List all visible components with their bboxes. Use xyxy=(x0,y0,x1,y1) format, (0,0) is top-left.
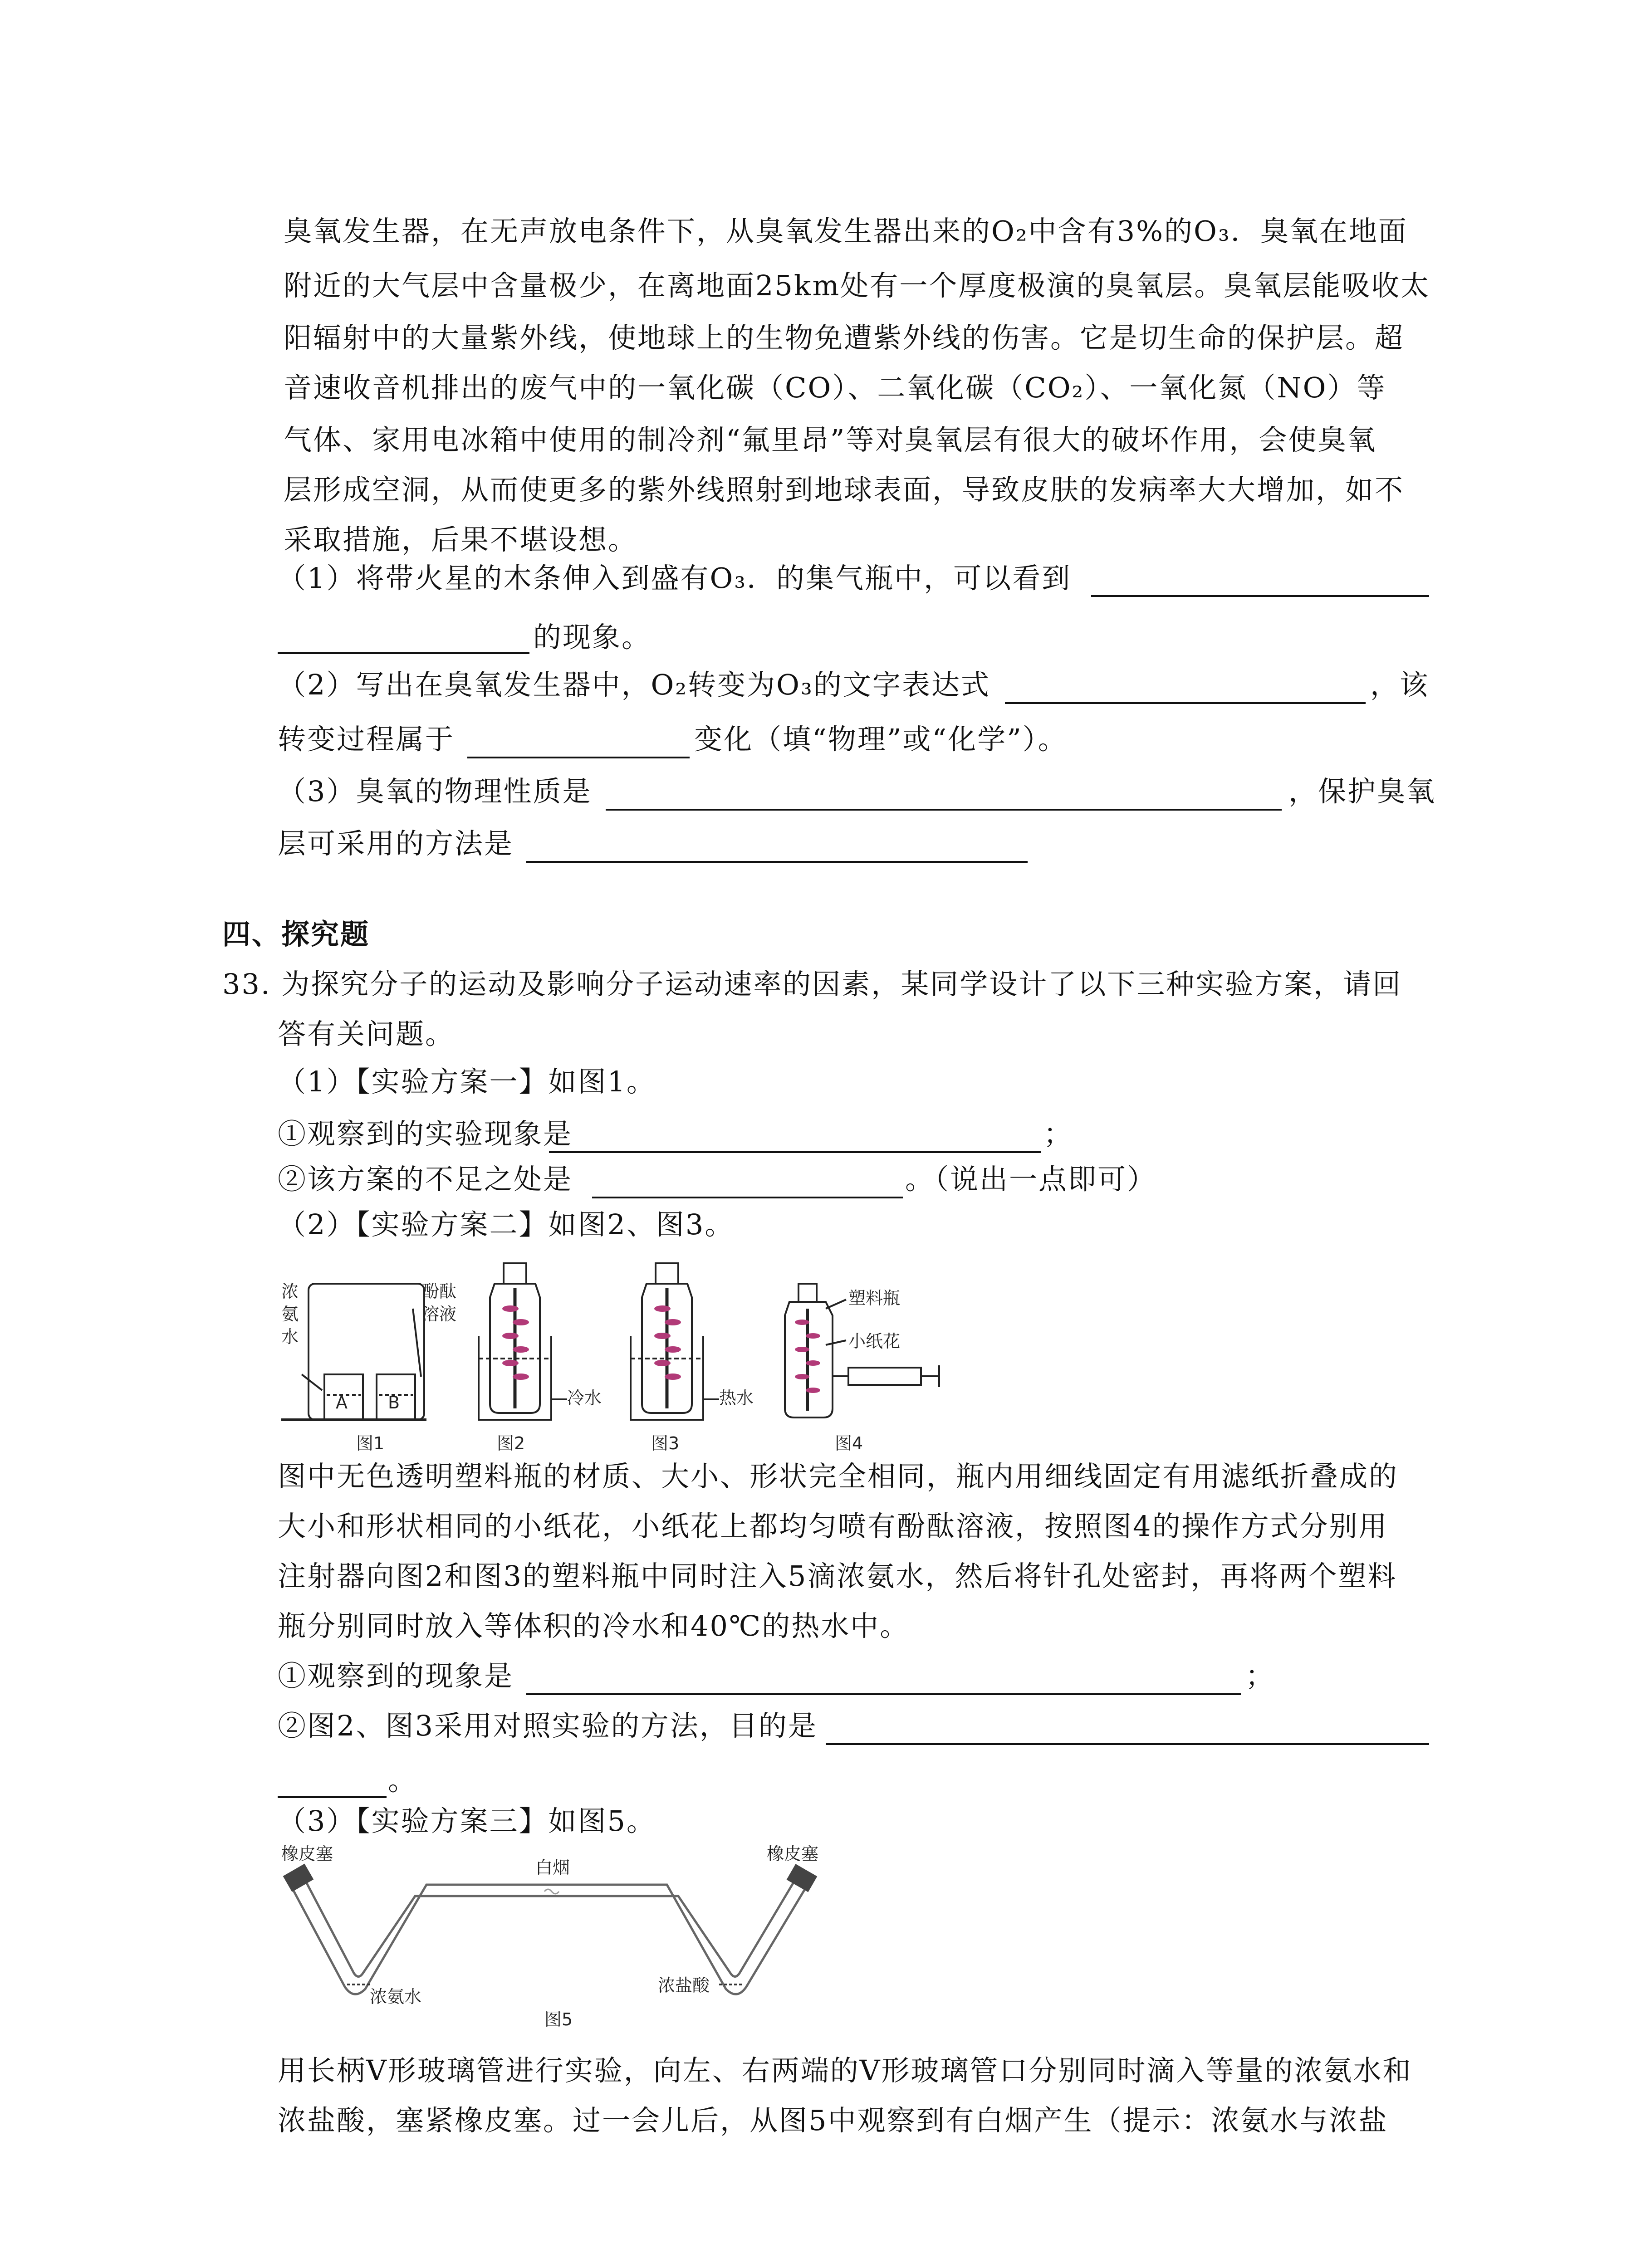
q32-part2-equation-blank[interactable] xyxy=(1005,702,1366,704)
fig4-label-plastic-bottle: 塑料瓶 xyxy=(848,1288,901,1308)
fig1-label-phenol-2: 溶液 xyxy=(422,1304,457,1324)
fig4-caption: 图4 xyxy=(835,1433,863,1453)
q33-subq1-a-end: ； xyxy=(1043,1117,1073,1150)
figure-experiments-1-4 xyxy=(277,1259,985,1463)
q32-part2-comma: ，该 xyxy=(1370,668,1430,701)
q32-part3-property-blank[interactable] xyxy=(606,809,1282,811)
q32-part1-tail: 的现象。 xyxy=(533,621,652,654)
fig1-label-ammonia-2: 氨 xyxy=(281,1304,299,1324)
fig2-label-cold-water: 冷水 xyxy=(567,1388,602,1408)
passage-line: 气体、家用电冰箱中使用的制冷剂“氟里昂”等对臭氧层有很大的破坏作用，会使臭氧 xyxy=(284,423,1377,456)
q32-part2: （2）写出在臭氧发生器中，O₂转变为O₃的文字表达式 xyxy=(278,668,990,701)
q33-subq2-b-blank-cont[interactable] xyxy=(278,1796,387,1798)
fig1-label-ammonia-1: 浓 xyxy=(281,1281,299,1301)
figure-5-v-tube xyxy=(277,1842,844,2028)
q32-part2-line2: 转变过程属于 xyxy=(278,723,455,756)
fig5-label-rubber-left: 橡皮塞 xyxy=(281,1844,333,1864)
q33-intro: 33. 为探究分子的运动及影响分子运动速率的因素，某同学设计了以下三种实验方案，请回 xyxy=(222,968,1402,1001)
q33-subq1-a-blank[interactable] xyxy=(549,1151,1041,1153)
passage-line: 音速收音机排出的废气中的一氧化碳（CO）、二氧化碳（CO₂）、一氧化氮（NO）等 xyxy=(284,371,1386,404)
passage-line: 臭氧发生器，在无声放电条件下，从臭氧发生器出来的O₂中含有3%的O₃．臭氧在地面 xyxy=(284,215,1408,248)
q33-subq1: （1）【实验方案一】如图1。 xyxy=(278,1065,656,1098)
q33-desc-line: 大小和形状相同的小纸花，小纸花上都均匀喷有酚酞溶液，按照图4的操作方式分别用 xyxy=(278,1510,1388,1543)
q33-subq2-b-end: 。 xyxy=(388,1764,418,1797)
passage-line: 采取措施，后果不堪设想。 xyxy=(284,523,638,556)
q33-subq2-b: ②图2、图3采用对照实验的方法，目的是 xyxy=(278,1709,818,1742)
q32-part3-method-blank[interactable] xyxy=(526,861,1028,863)
q33-intro-cont: 答有关问题。 xyxy=(278,1017,455,1051)
q33-subq2: （2）【实验方案二】如图2、图3。 xyxy=(278,1208,735,1241)
q33-subq1-b-blank[interactable] xyxy=(592,1197,903,1198)
q33-subq1-a: ①观察到的实验现象是 xyxy=(278,1117,573,1150)
passage-line: 层形成空洞，从而使更多的紫外线照射到地球表面，导致皮肤的发病率大大增加，如不 xyxy=(284,473,1405,506)
q33-desc3-line: 用长柄V形玻璃管进行实验，向左、右两端的V形玻璃管口分别同时滴入等量的浓氨水和 xyxy=(278,2054,1412,2087)
q32-part3: （3）臭氧的物理性质是 xyxy=(278,775,592,808)
fig2-caption: 图2 xyxy=(497,1433,525,1453)
fig3-label-hot-water: 热水 xyxy=(719,1388,754,1408)
q33-subq2-a-end: ； xyxy=(1245,1659,1275,1692)
figure-5-drawing xyxy=(277,1842,844,2028)
q33-subq2-b-blank[interactable] xyxy=(826,1743,1429,1745)
q32-part1-answer-blank-cont[interactable] xyxy=(278,652,529,654)
q33-subq1-b: ②该方案的不足之处是 xyxy=(278,1163,573,1196)
fig5-label-white-smoke: 白烟 xyxy=(535,1857,570,1877)
q33-desc3-line: 浓盐酸，塞紧橡皮塞。过一会儿后，从图5中观察到有白烟产生（提示：浓氨水与浓盐 xyxy=(278,2104,1388,2137)
fig1-label-ammonia-3: 水 xyxy=(281,1327,299,1347)
q32-part3-line2: 层可采用的方法是 xyxy=(278,827,514,860)
q33-subq2-a-blank[interactable] xyxy=(526,1693,1241,1695)
fig1-label-phenol-1: 酚酞 xyxy=(422,1281,457,1301)
fig4-label-paper-flower: 小纸花 xyxy=(848,1331,901,1351)
q32-part3-tail: ，保护臭氧 xyxy=(1288,775,1436,808)
section-heading: 四、探究题 xyxy=(222,918,370,951)
fig1-caption: 图1 xyxy=(356,1433,385,1453)
figure-1-4-drawing xyxy=(277,1259,985,1463)
q33-subq3: （3）【实验方案三】如图5。 xyxy=(278,1804,656,1838)
fig1-beaker-a: A xyxy=(336,1393,348,1413)
fig5-label-conc-ammonia: 浓氨水 xyxy=(370,1987,422,2007)
q32-part1-answer-blank[interactable] xyxy=(1091,595,1429,597)
q32-part2-change-blank[interactable] xyxy=(467,757,690,758)
q33-desc-line: 注射器向图2和图3的塑料瓶中同时注入5滴浓氨水，然后将针孔处密封，再将两个塑料 xyxy=(278,1559,1397,1593)
fig1-beaker-b: B xyxy=(388,1393,400,1413)
q33-desc-line: 图中无色透明塑料瓶的材质、大小、形状完全相同，瓶内用细线固定有用滤纸折叠成的 xyxy=(278,1460,1399,1493)
q32-part2-tail: 变化（填“物理”或“化学”）。 xyxy=(694,723,1068,756)
q33-subq1-b-end: 。（说出一点即可） xyxy=(905,1163,1157,1196)
fig5-caption: 图5 xyxy=(544,2009,573,2028)
fig5-label-rubber-right: 橡皮塞 xyxy=(767,1844,819,1864)
q33-subq2-a: ①观察到的现象是 xyxy=(278,1659,514,1692)
q32-part1: （1）将带火星的木条伸入到盛有O₃．的集气瓶中，可以看到 xyxy=(278,562,1072,595)
fig3-caption: 图3 xyxy=(651,1433,680,1453)
passage-line: 附近的大气层中含量极少，在离地面25km处有一个厚度极演的臭氧层。臭氧层能吸收太 xyxy=(284,269,1430,302)
q33-desc-line: 瓶分别同时放入等体积的冷水和40℃的热水中。 xyxy=(278,1609,910,1642)
fig5-label-conc-hcl: 浓盐酸 xyxy=(658,1975,710,1995)
passage-line: 阳辐射中的大量紫外线，使地球上的生物免遭紫外线的伤害。它是切生命的保护层。超 xyxy=(284,321,1405,354)
